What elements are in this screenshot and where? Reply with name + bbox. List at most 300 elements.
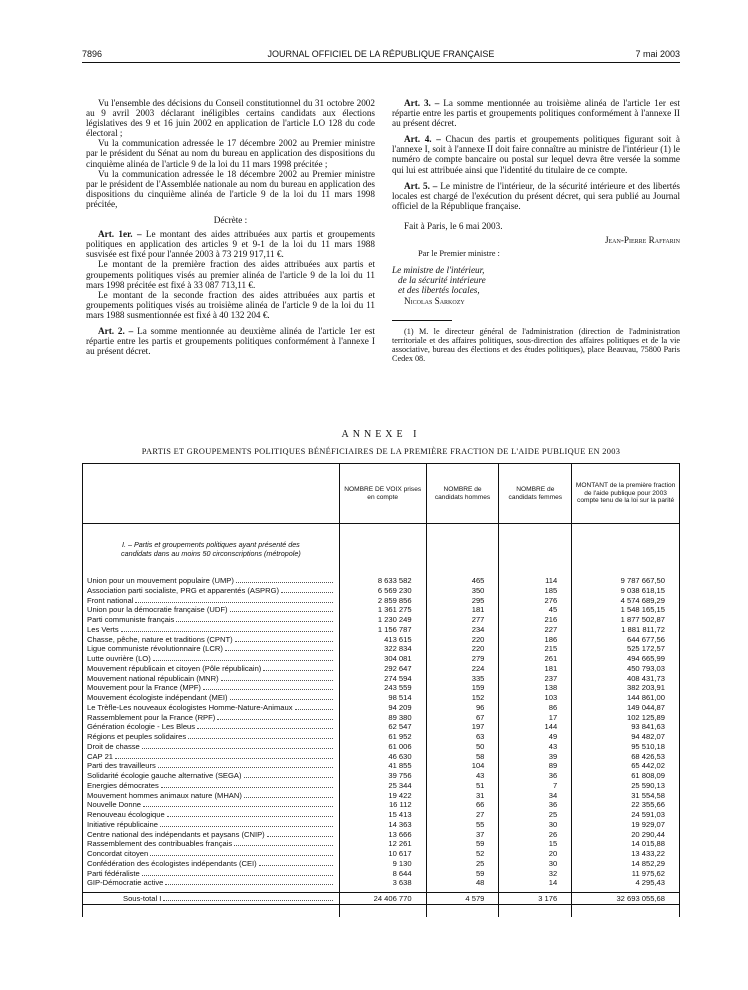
cell-women: 186: [499, 635, 572, 645]
minister-title-1: Le ministre de l'intérieur,: [392, 265, 485, 276]
cell-women: 45: [499, 605, 572, 615]
table-row: [83, 664, 680, 674]
article-3-label: Art. 3. –: [404, 98, 440, 108]
minister-title-2: de la sécurité intérieure: [398, 275, 486, 286]
article-1-para-3: Le montant de la seconde fraction des aides attribuées aux partis et groupements politiques visés au troisième alinéa de l'article 9 de la loi du 11 mars 1988 susmentionnée est fixé à 40 132 204 €.: [86, 289, 375, 320]
cell-women: 39: [499, 752, 572, 762]
leader-dots: [244, 797, 333, 798]
cell-party: [83, 664, 340, 674]
party-name: Union pour un mouvement populaire (UMP): [87, 576, 234, 585]
cell-women: 14: [499, 878, 572, 888]
cell-men: 152: [426, 693, 499, 703]
cell-amount: 102 125,89: [572, 713, 680, 723]
table-row: [83, 771, 680, 781]
annex-title: ANNEXE I: [341, 429, 421, 440]
annex-subtitle: PARTIS ET GROUPEMENTS POLITIQUES BÉNÉFICIAIRES DE LA PREMIÈRE FRACTION DE L'AIDE PUBLIQUE EN 2003: [141, 447, 621, 456]
cell-women: 15: [499, 839, 572, 849]
party-name: Sous-total I: [123, 893, 162, 903]
cell-party: [83, 635, 340, 645]
journal-title: JOURNAL OFFICIEL DE LA RÉPUBLIQUE FRANÇAISE: [267, 49, 495, 59]
cell-votes: 10 617: [339, 849, 426, 859]
table-row: [83, 722, 680, 732]
table-row: [83, 605, 680, 615]
cell-amount: 25 590,13: [572, 781, 680, 791]
leader-dots: [158, 767, 333, 768]
party-name: Les Verts: [87, 624, 119, 634]
cell-amount: 4 295,43: [572, 878, 680, 888]
cell-women: 43: [499, 742, 572, 752]
article-3: [392, 98, 680, 128]
cell-men: 220: [426, 635, 499, 645]
cell-party: [83, 878, 340, 888]
cell-women: 138: [499, 683, 572, 693]
section-cell: [83, 524, 340, 577]
table-row: [83, 576, 680, 586]
cell-party: [83, 576, 340, 586]
party-name: Parti des travailleurs: [87, 761, 156, 771]
cell-amount: 11 975,62: [572, 869, 680, 879]
leader-dots: [263, 670, 332, 671]
cell-amount: 93 841,63: [572, 722, 680, 732]
cell-party: [83, 644, 340, 654]
cell-party: [83, 683, 340, 693]
recital-1: Vu l'ensemble des décisions du Conseil constitutionnel du 31 octobre 2002 au 9 avril 2003 déclarant inéligibles certains candidats aux élections législatives des 9 et 16 juin 2002 en application de l'article LO 128 du code électoral ;: [86, 98, 375, 139]
header-women: NOMBRE de candidats femmes: [499, 464, 572, 524]
cell-amount: 19 929,07: [572, 820, 680, 830]
page-header: [82, 49, 680, 63]
party-name: Ligue communiste révolutionnaire (LCR): [87, 644, 223, 654]
total-votes: 24 406 770: [339, 893, 426, 905]
cell-amount: 1 548 165,15: [572, 605, 680, 615]
cell-amount: 13 433,22: [572, 849, 680, 859]
leader-dots: [121, 631, 333, 632]
table-row: [83, 586, 680, 596]
cell-amount: 14 852,29: [572, 859, 680, 869]
cell-women: 89: [499, 761, 572, 771]
leader-dots: [221, 680, 333, 681]
cell-men: 67: [426, 713, 499, 723]
cell-party: [83, 761, 340, 771]
cell-amount: 61 808,09: [572, 771, 680, 781]
annex-table: [82, 463, 680, 917]
cell-women: 261: [499, 654, 572, 664]
cell-party: [83, 810, 340, 820]
cell-amount: 94 482,07: [572, 732, 680, 742]
article-5: [392, 181, 680, 211]
cell-party: [83, 752, 340, 762]
article-5-text: Le ministre de l'intérieur, de la sécurité intérieure et des libertés locales est chargé de l'exécution du présent décret, qui sera publié au Journal officiel de la République française.: [392, 180, 680, 211]
table-row: [83, 820, 680, 830]
cell-women: 25: [499, 810, 572, 820]
cell-women: 36: [499, 800, 572, 810]
cell-men: 31: [426, 791, 499, 801]
party-name: Le Trèfle-Les nouveaux écologistes Homme-Nature-Animaux: [87, 702, 293, 712]
cell-men: 159: [426, 683, 499, 693]
table-row: [83, 742, 680, 752]
table-row: [83, 654, 680, 664]
cell-amount: 450 793,03: [572, 664, 680, 674]
cell-votes: 16 112: [339, 800, 426, 810]
cell-men: 63: [426, 732, 499, 742]
table-row: [83, 674, 680, 684]
cell-amount: 144 861,00: [572, 693, 680, 703]
party-name: Mouvement républicain et citoyen (Pôle républicain): [87, 663, 262, 673]
party-name: Confédération des écologistes indépendants (CEI): [87, 858, 257, 868]
table-row: [83, 732, 680, 742]
cell-party: [83, 625, 340, 635]
total-women: 3 176: [499, 893, 572, 905]
cell-men: 181: [426, 605, 499, 615]
leader-dots: [143, 806, 333, 807]
party-name: Concordat citoyen: [87, 849, 149, 858]
cell-men: 37: [426, 830, 499, 840]
leader-dots: [267, 836, 333, 837]
cell-votes: 8 633 582: [339, 576, 426, 586]
header-amount: MONTANT de la première fraction de l'aide publique pour 2003 compte tenu de la loi sur la parité: [572, 464, 680, 524]
leader-dots: [150, 855, 333, 856]
cell-men: 51: [426, 781, 499, 791]
cell-men: 465: [426, 576, 499, 586]
cell-party: [83, 596, 340, 606]
cell-amount: 95 510,18: [572, 742, 680, 752]
cell-votes: 14 363: [339, 820, 426, 830]
cell-party: [83, 830, 340, 840]
table-row: [83, 869, 680, 879]
leader-dots: [160, 826, 333, 827]
recital-2: Vu la communication adressée le 17 décembre 2002 au Premier ministre par le président du Sénat au nom du bureau en application des dispositions du cinquième alinéa de l'article 9 de la loi du 11 mars 1998 précitée ;: [86, 138, 375, 169]
total-party: [83, 893, 340, 905]
party-name: Chasse, pêche, nature et traditions (CPNT): [87, 634, 233, 644]
table-row: [83, 800, 680, 810]
cell-party: [83, 771, 340, 781]
cell-party: [83, 869, 340, 879]
cell-votes: 6 569 230: [339, 586, 426, 596]
cell-men: 96: [426, 703, 499, 713]
footnote-rule: [392, 320, 452, 321]
cell-party: [83, 722, 340, 732]
table-row: [83, 596, 680, 606]
cell-women: 114: [499, 576, 572, 586]
cell-women: 185: [499, 586, 572, 596]
table-header-row: [83, 464, 680, 524]
party-name: Droit de chasse: [87, 741, 140, 751]
party-name: Rassemblement pour la France (RPF): [87, 712, 216, 722]
cell-party: [83, 713, 340, 723]
party-name: Initiative républicaine: [87, 819, 158, 829]
leader-dots: [234, 845, 333, 846]
leader-dots: [167, 816, 333, 817]
cell-votes: 61 006: [339, 742, 426, 752]
article-2-label: Art. 2. –: [98, 325, 134, 336]
cell-amount: 1 877 502,87: [572, 615, 680, 625]
cell-votes: 304 081: [339, 654, 426, 664]
leader-dots: [244, 777, 333, 778]
cell-party: [83, 693, 340, 703]
cell-amount: 31 554,58: [572, 791, 680, 801]
table-row: [83, 683, 680, 693]
cell-votes: 322 834: [339, 644, 426, 654]
cell-amount: 494 665,99: [572, 654, 680, 664]
cell-amount: 20 290,44: [572, 830, 680, 840]
table-row: [83, 791, 680, 801]
cell-votes: 19 422: [339, 791, 426, 801]
party-name: Génération écologie - Les Bleus: [87, 722, 196, 732]
cell-women: 26: [499, 830, 572, 840]
party-name: Union pour la démocratie française (UDF): [87, 605, 228, 615]
cell-votes: 61 952: [339, 732, 426, 742]
leader-dots: [153, 660, 333, 661]
decrete: Décrète :: [213, 215, 248, 226]
cell-women: 30: [499, 820, 572, 830]
article-5-label: Art. 5. –: [404, 180, 438, 191]
table-body: [83, 524, 680, 918]
leader-dots: [197, 728, 333, 729]
article-4-text: Chacun des partis et groupements politiques figurant soit à l'annexe I, soit à l'annexe II doit faire connaître au ministre de l'intérieur (1) le numéro de compte bancaire ou postal sur lequel devra être versée la somme qui lui est attribuée ainsi que l'identité du titulaire de ce compte.: [392, 134, 680, 175]
cell-men: 224: [426, 664, 499, 674]
cell-women: 34: [499, 791, 572, 801]
cell-amount: 65 442,02: [572, 761, 680, 771]
leader-dots: [203, 689, 333, 690]
leader-dots: [230, 611, 333, 612]
cell-amount: 14 015,88: [572, 839, 680, 849]
party-name: Front national: [87, 595, 134, 605]
cell-party: [83, 742, 340, 752]
cell-women: 215: [499, 644, 572, 654]
table-row: [83, 644, 680, 654]
cell-men: 55: [426, 820, 499, 830]
cell-amount: 149 044,87: [572, 703, 680, 713]
party-name: Mouvement national républicain (MNR): [87, 673, 219, 683]
cell-votes: 39 756: [339, 771, 426, 781]
table-row: [83, 625, 680, 635]
left-column: [86, 98, 375, 356]
header-votes: NOMBRE DE VOIX prises en compte: [339, 464, 426, 524]
header-party: [83, 464, 340, 524]
leader-dots: [235, 641, 333, 642]
cell-party: [83, 586, 340, 596]
party-name: Lutte ouvrière (LO): [87, 654, 151, 663]
leader-dots: [281, 592, 333, 593]
article-1-para-2: Le montant de la première fraction des aides attribuées aux partis et groupements politiques visés au premier alinéa de l'article 9 de la loi du 11 mars 1998 précitée est fixé à 33 087 713,11 €.: [86, 259, 375, 290]
cell-women: 216: [499, 615, 572, 625]
cell-men: 27: [426, 810, 499, 820]
signatory: Jean-Pierre Raffarin: [604, 235, 680, 246]
cell-votes: 8 644: [339, 869, 426, 879]
cell-women: 181: [499, 664, 572, 674]
cell-party: [83, 703, 340, 713]
page-number: 7896: [82, 49, 103, 59]
cell-amount: 9 787 667,50: [572, 576, 680, 586]
cell-women: 86: [499, 703, 572, 713]
footnote: (1) M. le directeur général de l'administration (direction de l'administration territoriale et des affaires politiques, sous-direction des affaires politiques et de la vie associative, bureau des élections et des études politiques), place Beauvau, 75800 Paris Cedex 08.: [392, 326, 680, 364]
cell-amount: 1 881 811,72: [572, 625, 680, 635]
cell-men: 279: [426, 654, 499, 664]
by-prime-minister: Par le Premier ministre :: [418, 249, 500, 259]
cell-amount: 525 172,57: [572, 644, 680, 654]
party-name: Renouveau écologique: [87, 810, 165, 819]
cell-women: 30: [499, 859, 572, 869]
cell-women: 276: [499, 596, 572, 606]
cell-men: 234: [426, 625, 499, 635]
cell-party: [83, 732, 340, 742]
party-name: Mouvement hommes animaux nature (MHAN): [87, 790, 242, 800]
leader-dots: [163, 900, 332, 901]
party-name: GIP-Démocratie active: [87, 878, 164, 888]
table-row: [83, 781, 680, 791]
cell-women: 32: [499, 869, 572, 879]
cell-men: 59: [426, 839, 499, 849]
table-row: [83, 878, 680, 888]
leader-dots: [115, 758, 333, 759]
leader-dots: [188, 738, 333, 739]
article-1-label: Art. 1er. –: [98, 229, 142, 240]
cell-men: 104: [426, 761, 499, 771]
cell-amount: 382 203,91: [572, 683, 680, 693]
header-rule: [82, 62, 680, 63]
right-column: [392, 98, 680, 364]
cell-amount: 22 355,66: [572, 800, 680, 810]
cell-amount: 24 591,03: [572, 810, 680, 820]
cell-votes: 292 647: [339, 664, 426, 674]
cell-men: 48: [426, 878, 499, 888]
cell-amount: 68 426,53: [572, 752, 680, 762]
cell-party: [83, 605, 340, 615]
cell-votes: 12 261: [339, 839, 426, 849]
table-row: [83, 713, 680, 723]
cell-men: 43: [426, 771, 499, 781]
cell-women: 20: [499, 849, 572, 859]
cell-party: [83, 800, 340, 810]
cell-women: 17: [499, 713, 572, 723]
cell-men: 58: [426, 752, 499, 762]
party-name: CAP 21: [87, 751, 114, 761]
subtotal-row: [83, 893, 680, 905]
party-name: Parti communiste français: [87, 615, 175, 624]
cell-amount: 9 038 618,15: [572, 586, 680, 596]
leader-dots: [142, 875, 333, 876]
cell-amount: 4 574 689,29: [572, 596, 680, 606]
cell-party: [83, 820, 340, 830]
cell-party: [83, 859, 340, 869]
section-heading: I. – Partis et groupements politiques ayant présenté des candidats dans au moins 50 circonscriptions (métropole): [121, 540, 301, 558]
cell-votes: 15 413: [339, 810, 426, 820]
article-2-text: La somme mentionnée au deuxième alinéa de l'article 1er est répartie entre les partis et groupements politiques conformément à l'annexe I au présent décret.: [86, 325, 375, 357]
cell-votes: 1 230 249: [339, 615, 426, 625]
party-name: Rassemblement des contribuables français: [87, 839, 233, 849]
cell-votes: 89 380: [339, 713, 426, 723]
party-name: Nouvelle Donne: [87, 800, 142, 810]
section-row: [83, 524, 680, 577]
cell-party: [83, 849, 340, 859]
cell-women: 237: [499, 674, 572, 684]
total-men: 4 579: [426, 893, 499, 905]
cell-women: 36: [499, 771, 572, 781]
cell-votes: 9 130: [339, 859, 426, 869]
cell-votes: 13 666: [339, 830, 426, 840]
cell-party: [83, 674, 340, 684]
cell-men: 59: [426, 869, 499, 879]
cell-women: 49: [499, 732, 572, 742]
cell-party: [83, 791, 340, 801]
recital-3: Vu la communication adressée le 18 décembre 2002 au Premier ministre par le président de l'Assemblée nationale au nom du bureau en application des dispositions du cinquième alinéa de l'article 9 de la loi du 11 mars 1998 précitée,: [86, 168, 375, 209]
cell-men: 295: [426, 596, 499, 606]
header-men: NOMBRE de candidats hommes: [426, 464, 499, 524]
cell-votes: 98 514: [339, 693, 426, 703]
cell-amount: 644 677,56: [572, 635, 680, 645]
cell-party: [83, 839, 340, 849]
cell-votes: 243 559: [339, 683, 426, 693]
done-at: Fait à Paris, le 6 mai 2003.: [404, 220, 503, 231]
cell-men: 52: [426, 849, 499, 859]
party-name: Parti fédéraliste: [87, 868, 140, 878]
cell-votes: 274 594: [339, 674, 426, 684]
table-row: [83, 830, 680, 840]
total-amount: 32 693 055,68: [572, 893, 680, 905]
cell-men: 220: [426, 644, 499, 654]
party-name: Association parti socialiste, PRG et apparentés (ASPRG): [87, 585, 280, 595]
publication-date: 7 mai 2003: [635, 49, 680, 59]
table-row: [83, 859, 680, 869]
table-row: [83, 752, 680, 762]
leader-dots: [225, 650, 333, 651]
leader-dots: [217, 719, 332, 720]
table-row: [83, 693, 680, 703]
leader-dots: [295, 709, 333, 710]
cell-women: 103: [499, 693, 572, 703]
table-row: [83, 615, 680, 625]
article-4-label: Art. 4. –: [404, 134, 441, 145]
cell-men: 50: [426, 742, 499, 752]
leader-dots: [230, 699, 333, 700]
leader-dots: [236, 582, 333, 583]
party-name: Mouvement écologiste indépendant (MEI): [87, 693, 228, 702]
cell-votes: 46 630: [339, 752, 426, 762]
tail-row: [83, 905, 680, 918]
table-row: [83, 810, 680, 820]
leader-dots: [259, 865, 333, 866]
cell-men: 66: [426, 800, 499, 810]
cell-men: 335: [426, 674, 499, 684]
table-row: [83, 839, 680, 849]
table-row: [83, 849, 680, 859]
cell-votes: 41 855: [339, 761, 426, 771]
leader-dots: [135, 602, 332, 603]
cell-party: [83, 781, 340, 791]
leader-dots: [142, 748, 333, 749]
party-name: Centre national des indépendants et paysans (CNIP): [87, 829, 265, 839]
article-2: [86, 326, 375, 356]
cell-women: 227: [499, 625, 572, 635]
table-row: [83, 635, 680, 645]
cell-men: 277: [426, 615, 499, 625]
cell-votes: 3 638: [339, 878, 426, 888]
cell-votes: 1 361 275: [339, 605, 426, 615]
article-4: [392, 134, 680, 174]
cell-men: 197: [426, 722, 499, 732]
leader-dots: [176, 621, 332, 622]
cell-votes: 62 547: [339, 722, 426, 732]
cell-women: 7: [499, 781, 572, 791]
cell-men: 350: [426, 586, 499, 596]
minister-title-3: et des libertés locales,: [398, 285, 480, 296]
minister-name: Nicolas Sarkozy: [404, 295, 465, 306]
article-3-text: La somme mentionnée au troisième alinéa de l'article 1er est répartie entre les partis et groupements politiques conformément à l'annexe II au présent décret.: [392, 98, 680, 129]
party-name: Energies démocrates: [87, 780, 159, 790]
cell-votes: 25 344: [339, 781, 426, 791]
party-name: Régions et peuples solidaires: [87, 732, 187, 741]
party-name: Mouvement pour la France (MPF): [87, 683, 201, 693]
cell-men: 25: [426, 859, 499, 869]
